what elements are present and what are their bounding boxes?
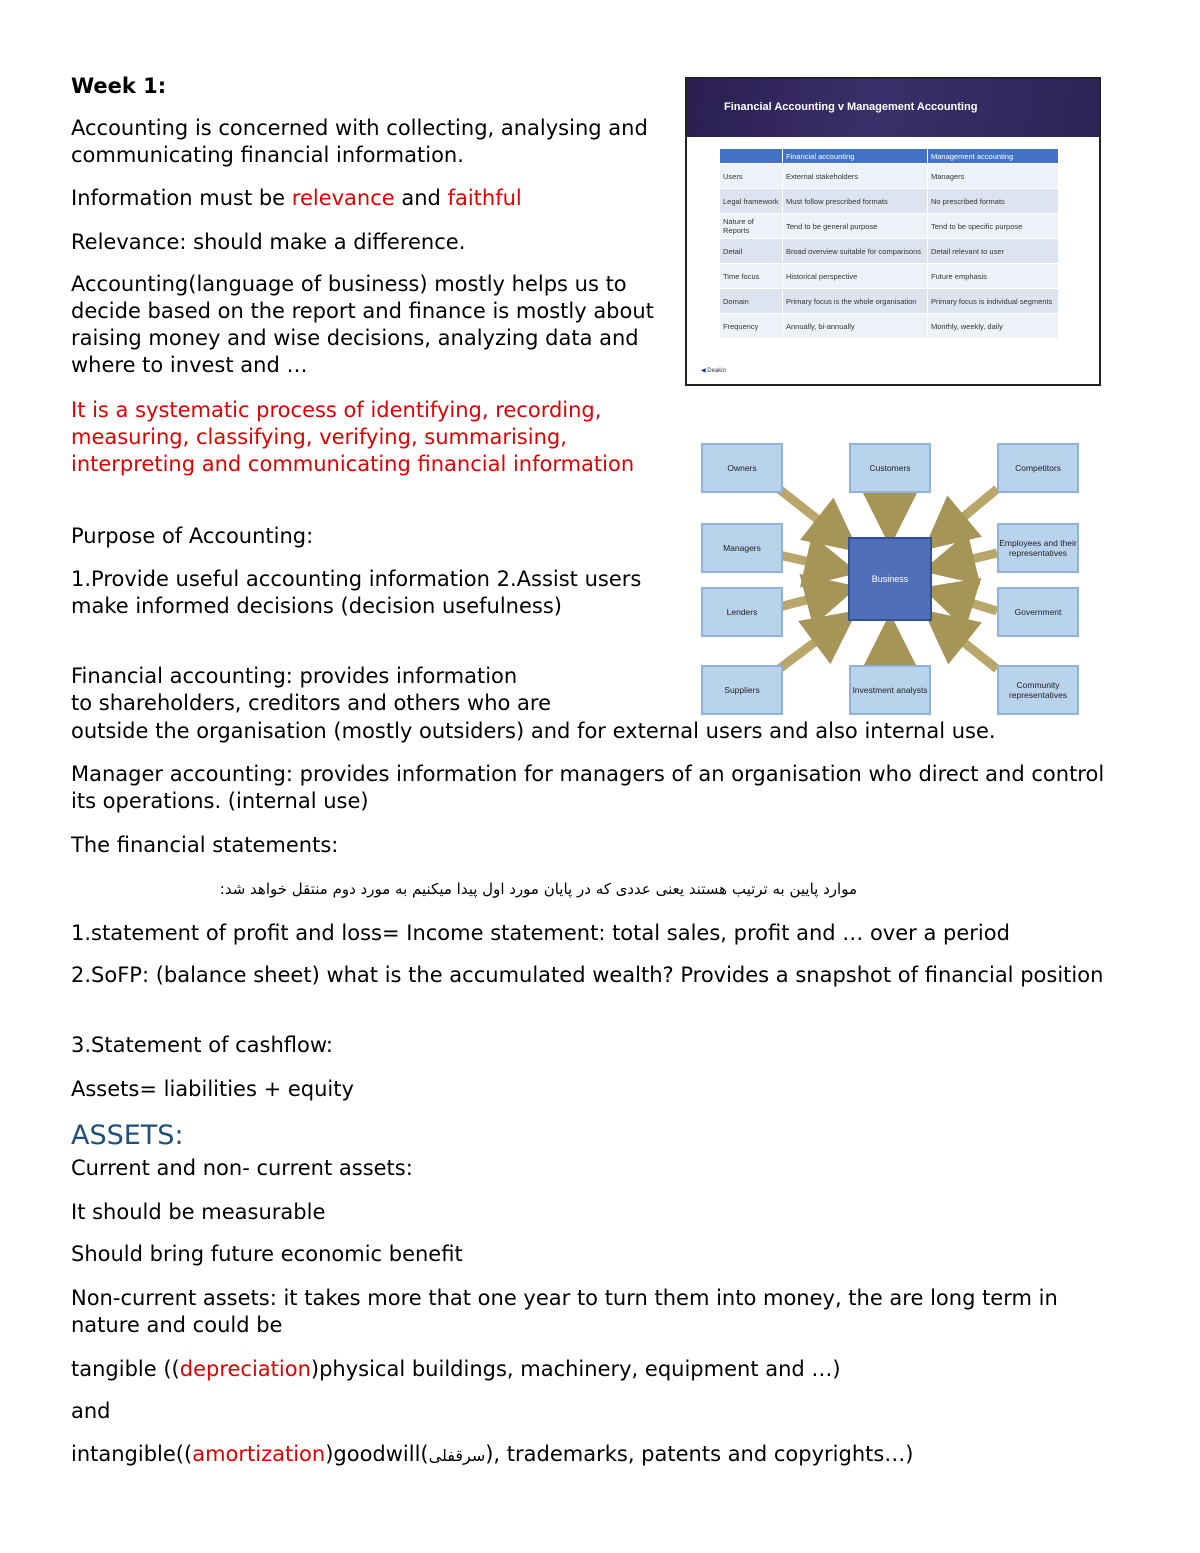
paragraph-information-quality [71, 185, 522, 212]
table-cell: Users [720, 164, 783, 189]
table-row [720, 214, 1059, 239]
node-owners: Owners [701, 443, 783, 493]
paragraph-manager-accounting: Manager accounting: provides information for managers of an organisation who direct and control its operations. (internal use) [71, 762, 1105, 813]
relevance-term: relevance [291, 186, 395, 210]
table-cell: Monthly, weekly, daily [928, 314, 1059, 339]
paragraph-economic-benefit: Should bring future economic benefit [71, 1242, 463, 1266]
paragraph-measurable: It should be measurable [71, 1200, 326, 1224]
arrow-competitors [937, 489, 997, 539]
table-row [720, 189, 1059, 214]
table-cell: Detail relevant to user [928, 239, 1059, 264]
comparison-table [719, 148, 1059, 339]
table-cell: Tend to be specific purpose [928, 214, 1059, 239]
paragraph-current-non-current: Current and non- current assets: [71, 1156, 413, 1180]
node-community: Community representatives [997, 665, 1079, 715]
paragraph-systematic-process: It is a systematic process of identifying, recording, measuring, classifying, verifying, summarising, interpreting and communicating financial information [71, 398, 635, 476]
goodwill-persian: سرقفلی [428, 1446, 486, 1465]
statement-sofp: 2.SoFP: (balance sheet) what is the accumulated wealth? Provides a snapshot of financial position [71, 963, 1104, 987]
arrow-community [937, 621, 997, 669]
arrow-lenders [779, 591, 841, 607]
table-row [720, 314, 1059, 339]
intangible-suffix: ), trademarks, patents and copyrights…) [485, 1442, 914, 1466]
node-lenders: Lenders [701, 587, 783, 637]
table-cell: Detail [720, 239, 783, 264]
paragraph-tangible [71, 1356, 841, 1383]
paragraph-purpose-heading: Purpose of Accounting: [71, 524, 314, 548]
table-cell: Domain [720, 289, 783, 314]
table-header-cell: Management accounting [928, 149, 1059, 164]
table-header-cell [720, 149, 783, 164]
stakeholder-diagram [697, 441, 1083, 719]
table-cell: Frequency [720, 314, 783, 339]
assets-heading: ASSETS: [71, 1120, 184, 1151]
node-investment: Investment analysts [849, 665, 931, 715]
intangible-prefix: intangible(( [71, 1442, 193, 1466]
paragraph-financial-statements-heading: The financial statements: [71, 833, 339, 857]
paragraph-accounting-definition: Accounting is concerned with collecting, analysing and communicating financial information. [71, 116, 648, 167]
table-header-row [720, 149, 1059, 164]
week-title: Week 1: [71, 74, 167, 98]
intangible-goodwill: )goodwill( [325, 1442, 429, 1466]
statement-profit-loss: 1.statement of profit and loss= Income statement: total sales, profit and … over a period [71, 921, 1010, 945]
node-government: Government [997, 587, 1079, 637]
table-header-cell: Financial accounting [783, 149, 928, 164]
table-cell: Tend to be general purpose [783, 214, 928, 239]
node-suppliers: Suppliers [701, 665, 783, 715]
arrow-government [939, 593, 997, 611]
table-cell: Legal framework [720, 189, 783, 214]
paragraph-intangible [71, 1441, 914, 1469]
paragraph-non-current-assets: Non-current assets: it takes more that one year to turn them into money, the are long term in nature and could be [71, 1286, 1058, 1337]
table-cell: Must follow prescribed formats [783, 189, 928, 214]
logo-icon: ◀ [701, 368, 706, 374]
arrow-suppliers [779, 621, 843, 669]
table-cell: Future emphasis [928, 264, 1059, 289]
paragraph-and: and [71, 1399, 111, 1423]
statement-cashflow: 3.Statement of cashflow: [71, 1033, 333, 1057]
table-row [720, 164, 1059, 189]
table-cell: Primary focus is the whole organisation [783, 289, 928, 314]
faithful-term: faithful [447, 186, 522, 210]
table-cell: Time focus [720, 264, 783, 289]
table-row [720, 239, 1059, 264]
table-cell: Broad overview suitable for comparisons [783, 239, 928, 264]
arrow-employees [939, 553, 997, 567]
depreciation-term: depreciation [179, 1357, 311, 1381]
info-and: and [394, 186, 448, 210]
tangible-suffix: )physical buildings, machinery, equipment and …) [310, 1357, 841, 1381]
logo-text: Deakin [707, 368, 726, 374]
table-cell: No prescribed formats [928, 189, 1059, 214]
paragraph-financial-accounting-line1: Financial accounting: provides information [71, 664, 518, 688]
table-row [720, 264, 1059, 289]
node-employees: Employees and their representatives [997, 523, 1079, 573]
paragraph-persian-note: موارد پایین به ترتیب هستند یعنی عددی که در پایان مورد اول پیدا میکنیم به مورد دوم منتقل خواهد شد: [219, 880, 857, 898]
table-cell: External stakeholders [783, 164, 928, 189]
table-cell: Primary focus is individual segments [928, 289, 1059, 314]
paragraph-financial-accounting-line2: to shareholders, creditors and others who are [71, 691, 551, 715]
table-cell: Historical perspective [783, 264, 928, 289]
node-managers: Managers [701, 523, 783, 573]
arrow-owners [779, 489, 845, 541]
node-competitors: Competitors [997, 443, 1079, 493]
table-cell: Managers [928, 164, 1059, 189]
node-customers: Customers [849, 443, 931, 493]
paragraph-financial-accounting-line3: outside the organisation (mostly outsiders) and for external users and also internal use. [71, 719, 996, 743]
university-logo [701, 367, 726, 374]
amortization-term: amortization [192, 1442, 326, 1466]
tangible-prefix: tangible (( [71, 1357, 180, 1381]
paragraph-relevance: Relevance: should make a difference. [71, 230, 466, 254]
table-cell: Annually, bi-annually [783, 314, 928, 339]
slide-image-financial-vs-management [685, 77, 1101, 386]
table-cell: Nature of Reports [720, 214, 783, 239]
info-prefix: Information must be [71, 186, 292, 210]
paragraph-purpose-list: 1.Provide useful accounting information 2.Assist users make informed decisions (decision usefulness) [71, 567, 642, 618]
paragraph-language-of-business: Accounting(language of business) mostly helps us to decide based on the report and finance is mostly about raising money and wise decisions, analyzing data and where to invest and … [71, 272, 654, 377]
accounting-equation: Assets= liabilities + equity [71, 1077, 354, 1101]
arrow-managers [779, 555, 841, 569]
slide-title: Financial Accounting v Management Accounting [724, 101, 978, 113]
table-row [720, 289, 1059, 314]
node-business: Business [848, 537, 932, 621]
